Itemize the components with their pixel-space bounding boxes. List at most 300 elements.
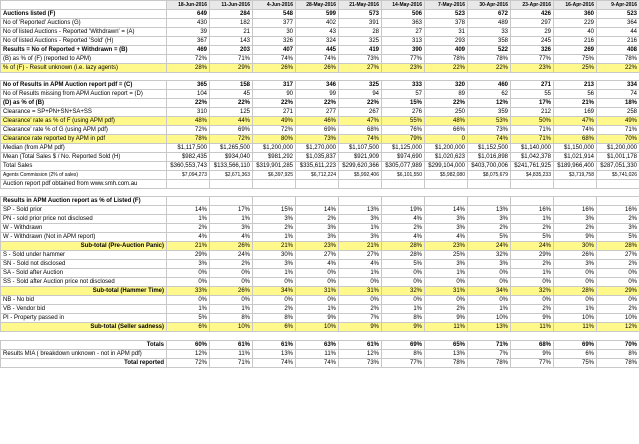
value-cell[interactable]: 1% [339, 269, 382, 278]
value-cell[interactable] [296, 180, 339, 189]
value-cell[interactable]: 16% [511, 206, 554, 215]
value-cell[interactable]: 22% [296, 99, 339, 108]
row-label-cell[interactable]: Median (from APM pdf) [1, 144, 167, 153]
value-cell[interactable]: 44% [210, 117, 253, 126]
value-cell[interactable]: 78% [597, 55, 639, 64]
value-cell[interactable] [511, 332, 554, 340]
value-cell[interactable] [167, 189, 210, 197]
value-cell[interactable]: 23-Apr-2016 [511, 1, 554, 10]
value-cell[interactable]: $974,690 [382, 153, 425, 162]
value-cell[interactable]: 445 [296, 46, 339, 55]
value-cell[interactable]: 77% [511, 358, 554, 367]
value-cell[interactable]: 258 [597, 108, 639, 117]
value-cell[interactable]: 22% [339, 99, 382, 108]
value-cell[interactable]: 0% [296, 269, 339, 278]
row-label-cell[interactable]: No of 'Reported' Auctions (G) [1, 19, 167, 28]
value-cell[interactable]: 2% [167, 224, 210, 233]
value-cell[interactable]: 14% [167, 206, 210, 215]
value-cell[interactable]: 4% [296, 260, 339, 269]
value-cell[interactable]: $7,094,273 [167, 171, 210, 180]
value-cell[interactable]: 23% [382, 64, 425, 73]
value-cell[interactable] [597, 332, 639, 340]
value-cell[interactable]: 8% [253, 314, 296, 323]
row-label-cell[interactable]: Results MIA ( breakdown unknown - not in APM pdf) [1, 349, 167, 358]
value-cell[interactable]: 22% [167, 99, 210, 108]
value-cell[interactable] [253, 73, 296, 81]
value-cell[interactable]: 21% [554, 99, 597, 108]
value-cell[interactable]: 18-Jun-2016 [167, 1, 210, 10]
value-cell[interactable]: 0% [554, 278, 597, 287]
value-cell[interactable]: 71% [210, 55, 253, 64]
value-cell[interactable]: 28% [597, 242, 639, 251]
value-cell[interactable]: 66% [425, 126, 468, 135]
value-cell[interactable]: 3% [253, 215, 296, 224]
value-cell[interactable]: 216 [554, 37, 597, 46]
value-cell[interactable]: 367 [167, 37, 210, 46]
value-cell[interactable]: 24% [210, 251, 253, 260]
value-cell[interactable]: 33% [167, 287, 210, 296]
value-cell[interactable]: 14% [425, 206, 468, 215]
value-cell[interactable] [382, 197, 425, 206]
value-cell[interactable]: 402 [296, 19, 339, 28]
value-cell[interactable]: 33 [468, 28, 511, 37]
value-cell[interactable]: 0% [425, 278, 468, 287]
value-cell[interactable]: $1,140,000 [511, 144, 554, 153]
value-cell[interactable]: 426 [511, 10, 554, 19]
value-cell[interactable]: $1,035,837 [296, 153, 339, 162]
row-label-cell[interactable]: NB - No bid [1, 296, 167, 305]
value-cell[interactable]: 27% [296, 251, 339, 260]
value-cell[interactable] [468, 73, 511, 81]
value-cell[interactable]: 284 [210, 10, 253, 19]
value-cell[interactable]: $5,992,406 [339, 171, 382, 180]
value-cell[interactable]: 7% [468, 349, 511, 358]
value-cell[interactable]: 68% [511, 340, 554, 349]
row-label-cell[interactable]: Results = No of Reported + Withdrawn = (B) [1, 46, 167, 55]
value-cell[interactable]: 69% [554, 340, 597, 349]
value-cell[interactable]: $299,620,366 [339, 162, 382, 171]
value-cell[interactable] [511, 180, 554, 189]
value-cell[interactable]: 1% [253, 269, 296, 278]
value-cell[interactable]: 12% [167, 349, 210, 358]
value-cell[interactable]: $8,075,679 [468, 171, 511, 180]
value-cell[interactable]: 15% [382, 99, 425, 108]
value-cell[interactable] [253, 189, 296, 197]
value-cell[interactable]: 9% [339, 323, 382, 332]
value-cell[interactable]: 313 [382, 37, 425, 46]
value-cell[interactable]: $4,835,233 [511, 171, 554, 180]
value-cell[interactable]: 21 [210, 28, 253, 37]
value-cell[interactable]: 74% [468, 135, 511, 144]
value-cell[interactable]: 409 [425, 46, 468, 55]
value-cell[interactable]: $3,719,758 [554, 171, 597, 180]
row-label-cell[interactable] [1, 332, 167, 340]
value-cell[interactable]: 0% [253, 278, 296, 287]
value-cell[interactable]: 326 [253, 37, 296, 46]
value-cell[interactable] [425, 180, 468, 189]
value-cell[interactable]: 0% [339, 278, 382, 287]
value-cell[interactable]: 31% [339, 287, 382, 296]
row-label-cell[interactable]: W - Withdrawn [1, 224, 167, 233]
value-cell[interactable]: 78% [167, 135, 210, 144]
value-cell[interactable] [296, 197, 339, 206]
value-cell[interactable]: 334 [597, 81, 639, 90]
value-cell[interactable] [382, 73, 425, 81]
value-cell[interactable]: 3% [210, 224, 253, 233]
value-cell[interactable]: 1% [554, 305, 597, 314]
value-cell[interactable]: 22% [425, 99, 468, 108]
value-cell[interactable]: 523 [597, 10, 639, 19]
value-cell[interactable]: $1,265,500 [210, 144, 253, 153]
value-cell[interactable]: 0% [554, 296, 597, 305]
value-cell[interactable]: $981,292 [253, 153, 296, 162]
value-cell[interactable]: 43 [296, 28, 339, 37]
value-cell[interactable] [511, 197, 554, 206]
value-cell[interactable]: 0 [425, 135, 468, 144]
value-cell[interactable]: 26% [296, 64, 339, 73]
value-cell[interactable]: 29% [597, 287, 639, 296]
value-cell[interactable]: 72% [167, 126, 210, 135]
value-cell[interactable]: 89 [425, 90, 468, 99]
value-cell[interactable]: 22% [425, 64, 468, 73]
value-cell[interactable]: 5% [597, 233, 639, 242]
value-cell[interactable]: 69% [382, 340, 425, 349]
value-cell[interactable]: $1,001,178 [597, 153, 639, 162]
value-cell[interactable] [468, 197, 511, 206]
value-cell[interactable]: 77% [382, 55, 425, 64]
row-label-cell[interactable]: No of Results missing from APM Auction report = (D) [1, 90, 167, 99]
value-cell[interactable]: 2% [382, 224, 425, 233]
value-cell[interactable]: 29 [511, 28, 554, 37]
value-cell[interactable]: 3% [597, 224, 639, 233]
value-cell[interactable]: 419 [339, 46, 382, 55]
value-cell[interactable]: 71% [597, 126, 639, 135]
value-cell[interactable]: 2% [468, 224, 511, 233]
value-cell[interactable]: $403,700,006 [468, 162, 511, 171]
value-cell[interactable]: 34% [253, 287, 296, 296]
value-cell[interactable]: $133,566,110 [210, 162, 253, 171]
value-cell[interactable] [339, 73, 382, 81]
value-cell[interactable]: 80% [253, 135, 296, 144]
value-cell[interactable]: 6% [253, 323, 296, 332]
value-cell[interactable]: 30% [253, 251, 296, 260]
value-cell[interactable]: 7-May-2016 [425, 1, 468, 10]
value-cell[interactable]: $1,270,000 [296, 144, 339, 153]
value-cell[interactable]: 1% [382, 305, 425, 314]
value-cell[interactable]: 9-Apr-2016 [597, 1, 639, 10]
value-cell[interactable]: 523 [425, 10, 468, 19]
value-cell[interactable] [382, 180, 425, 189]
value-cell[interactable]: 63% [296, 340, 339, 349]
row-label-cell[interactable]: SP - Sold prior [1, 206, 167, 215]
value-cell[interactable]: 310 [167, 108, 210, 117]
value-cell[interactable]: 40 [554, 28, 597, 37]
value-cell[interactable]: 5% [511, 233, 554, 242]
value-cell[interactable]: 49% [597, 117, 639, 126]
value-cell[interactable]: 13% [339, 206, 382, 215]
value-cell[interactable]: 548 [253, 10, 296, 19]
value-cell[interactable]: 2% [511, 305, 554, 314]
value-cell[interactable]: 5% [167, 314, 210, 323]
value-cell[interactable]: 9% [554, 233, 597, 242]
value-cell[interactable]: 48% [425, 117, 468, 126]
value-cell[interactable]: 3% [339, 215, 382, 224]
value-cell[interactable] [253, 332, 296, 340]
value-cell[interactable]: 267 [339, 108, 382, 117]
row-label-cell[interactable]: Sub-total (Pre-Auction Panic) [1, 242, 167, 251]
value-cell[interactable]: $1,021,914 [554, 153, 597, 162]
value-cell[interactable]: 34% [468, 287, 511, 296]
value-cell[interactable]: 28% [382, 251, 425, 260]
row-label-cell[interactable]: PN - sold prior price not disclosed [1, 215, 167, 224]
value-cell[interactable] [597, 197, 639, 206]
value-cell[interactable]: 23% [511, 64, 554, 73]
value-cell[interactable]: 8% [597, 349, 639, 358]
value-cell[interactable]: 17% [511, 99, 554, 108]
value-cell[interactable]: 78% [468, 358, 511, 367]
value-cell[interactable]: 573 [339, 10, 382, 19]
value-cell[interactable]: $1,200,000 [597, 144, 639, 153]
row-label-cell[interactable]: Auctions listed (F) [1, 10, 167, 19]
value-cell[interactable]: 11-Jun-2016 [210, 1, 253, 10]
value-cell[interactable]: 203 [210, 46, 253, 55]
value-cell[interactable]: 68% [339, 126, 382, 135]
value-cell[interactable]: 0% [597, 296, 639, 305]
value-cell[interactable]: 213 [554, 81, 597, 90]
value-cell[interactable]: $1,200,000 [425, 144, 468, 153]
value-cell[interactable]: 271 [253, 108, 296, 117]
value-cell[interactable]: 0% [167, 278, 210, 287]
value-cell[interactable]: 57 [382, 90, 425, 99]
value-cell[interactable]: 293 [425, 37, 468, 46]
value-cell[interactable]: 2% [554, 224, 597, 233]
value-cell[interactable]: 74 [597, 90, 639, 99]
value-cell[interactable]: $2,671,363 [210, 171, 253, 180]
value-cell[interactable]: 1% [210, 215, 253, 224]
value-cell[interactable]: 9% [382, 323, 425, 332]
row-label-cell[interactable]: Sub-total (Hammer Time) [1, 287, 167, 296]
value-cell[interactable]: 74% [554, 126, 597, 135]
value-cell[interactable]: 0% [167, 269, 210, 278]
value-cell[interactable]: 79% [382, 135, 425, 144]
value-cell[interactable]: 0% [597, 269, 639, 278]
value-cell[interactable]: 143 [210, 37, 253, 46]
value-cell[interactable]: 72% [253, 126, 296, 135]
value-cell[interactable]: 78% [425, 55, 468, 64]
value-cell[interactable]: 73% [468, 126, 511, 135]
value-cell[interactable]: 212 [511, 108, 554, 117]
value-cell[interactable]: 1% [296, 305, 339, 314]
value-cell[interactable]: 2% [597, 260, 639, 269]
value-cell[interactable]: 11% [554, 323, 597, 332]
row-label-cell[interactable] [1, 1, 167, 10]
value-cell[interactable]: 22% [253, 99, 296, 108]
value-cell[interactable] [597, 180, 639, 189]
value-cell[interactable] [167, 332, 210, 340]
value-cell[interactable]: 10% [210, 323, 253, 332]
value-cell[interactable]: 56 [554, 90, 597, 99]
value-cell[interactable] [468, 332, 511, 340]
value-cell[interactable]: 2% [253, 305, 296, 314]
value-cell[interactable] [425, 189, 468, 197]
value-cell[interactable] [167, 180, 210, 189]
value-cell[interactable]: 50% [511, 117, 554, 126]
value-cell[interactable]: 72% [167, 358, 210, 367]
row-label-cell[interactable] [1, 189, 167, 197]
value-cell[interactable]: 26% [253, 64, 296, 73]
value-cell[interactable] [210, 180, 253, 189]
value-cell[interactable]: 2% [253, 224, 296, 233]
value-cell[interactable]: 77% [382, 358, 425, 367]
value-cell[interactable]: 0% [296, 296, 339, 305]
value-cell[interactable]: 61% [339, 340, 382, 349]
value-cell[interactable]: 6% [167, 323, 210, 332]
value-cell[interactable]: 271 [511, 81, 554, 90]
value-cell[interactable]: 71% [511, 126, 554, 135]
value-cell[interactable]: 9% [296, 314, 339, 323]
value-cell[interactable]: 32% [468, 251, 511, 260]
value-cell[interactable]: 60% [167, 340, 210, 349]
row-label-cell[interactable]: Total Sales [1, 162, 167, 171]
value-cell[interactable]: 169 [554, 108, 597, 117]
value-cell[interactable] [511, 73, 554, 81]
value-cell[interactable]: 28-May-2016 [296, 1, 339, 10]
value-cell[interactable] [210, 332, 253, 340]
value-cell[interactable] [296, 189, 339, 197]
value-cell[interactable] [554, 73, 597, 81]
row-label-cell[interactable]: % of (F) - Result unknown (i.e. lazy agents) [1, 64, 167, 73]
value-cell[interactable]: 4-Jun-2016 [253, 1, 296, 10]
value-cell[interactable]: 390 [382, 46, 425, 55]
value-cell[interactable]: 1% [253, 233, 296, 242]
value-cell[interactable]: $319,901,285 [253, 162, 296, 171]
value-cell[interactable]: 32% [382, 287, 425, 296]
value-cell[interactable]: $287,051,330 [597, 162, 639, 171]
value-cell[interactable]: 229 [554, 19, 597, 28]
value-cell[interactable]: 11% [296, 349, 339, 358]
value-cell[interactable]: 269 [554, 46, 597, 55]
value-cell[interactable]: 55% [382, 117, 425, 126]
value-cell[interactable]: 32% [511, 287, 554, 296]
value-cell[interactable]: 28% [167, 64, 210, 73]
row-label-cell[interactable]: Clearance = SP+PN+SN+SA+SS [1, 108, 167, 117]
value-cell[interactable]: 317 [253, 81, 296, 90]
value-cell[interactable] [425, 73, 468, 81]
value-cell[interactable]: 44 [597, 28, 639, 37]
value-cell[interactable]: 2% [425, 305, 468, 314]
value-cell[interactable]: $982,435 [167, 153, 210, 162]
value-cell[interactable] [554, 189, 597, 197]
value-cell[interactable]: 26% [210, 242, 253, 251]
value-cell[interactable]: 391 [339, 19, 382, 28]
value-cell[interactable]: 469 [167, 46, 210, 55]
value-cell[interactable] [339, 332, 382, 340]
value-cell[interactable]: $189,966,400 [554, 162, 597, 171]
value-cell[interactable]: 29% [167, 251, 210, 260]
value-cell[interactable]: 0% [382, 278, 425, 287]
value-cell[interactable] [382, 189, 425, 197]
value-cell[interactable]: 1% [167, 215, 210, 224]
value-cell[interactable]: 325 [339, 81, 382, 90]
value-cell[interactable]: 2% [597, 215, 639, 224]
value-cell[interactable]: 599 [296, 10, 339, 19]
value-cell[interactable]: 55 [511, 90, 554, 99]
row-label-cell[interactable]: Sub-total (Seller sadness) [1, 323, 167, 332]
value-cell[interactable] [210, 189, 253, 197]
value-cell[interactable]: 75% [554, 358, 597, 367]
row-label-cell[interactable]: S - Sold under hammer [1, 251, 167, 260]
value-cell[interactable]: $1,016,898 [468, 153, 511, 162]
value-cell[interactable]: 74% [253, 358, 296, 367]
row-label-cell[interactable]: VB - Vendor bid [1, 305, 167, 314]
value-cell[interactable]: 69% [210, 126, 253, 135]
value-cell[interactable]: 0% [597, 278, 639, 287]
row-label-cell[interactable]: W - Withdrawn (Not in APM report) [1, 233, 167, 242]
value-cell[interactable]: 73% [339, 55, 382, 64]
value-cell[interactable]: 45 [210, 90, 253, 99]
value-cell[interactable]: 23% [296, 242, 339, 251]
value-cell[interactable]: 21-May-2016 [339, 1, 382, 10]
value-cell[interactable]: 94 [339, 90, 382, 99]
value-cell[interactable]: 3% [296, 224, 339, 233]
value-cell[interactable]: 65% [425, 340, 468, 349]
row-label-cell[interactable]: No of listed Auctions - Reported 'Sold' (H) [1, 37, 167, 46]
value-cell[interactable]: 10% [468, 314, 511, 323]
row-label-cell[interactable]: Clearance' rate % of G (using APM pdf) [1, 126, 167, 135]
row-label-cell[interactable]: (D) as % of (B) [1, 99, 167, 108]
value-cell[interactable]: $1,042,378 [511, 153, 554, 162]
value-cell[interactable]: 0% [296, 278, 339, 287]
value-cell[interactable]: 48% [167, 117, 210, 126]
value-cell[interactable] [597, 73, 639, 81]
value-cell[interactable]: 359 [468, 108, 511, 117]
value-cell[interactable]: 250 [425, 108, 468, 117]
value-cell[interactable] [253, 197, 296, 206]
value-cell[interactable]: 125 [210, 108, 253, 117]
value-cell[interactable]: 73% [296, 135, 339, 144]
value-cell[interactable]: 3% [554, 260, 597, 269]
value-cell[interactable]: 27% [339, 64, 382, 73]
value-cell[interactable]: $299,104,000 [425, 162, 468, 171]
row-label-cell[interactable]: Results in APM Auction report as % of Listed (F) [1, 197, 167, 206]
value-cell[interactable]: 21% [339, 242, 382, 251]
row-label-cell[interactable]: No of listed Auctions - Reported 'Withdrawn' = (A) [1, 28, 167, 37]
value-cell[interactable]: 12% [468, 99, 511, 108]
value-cell[interactable]: 61% [210, 340, 253, 349]
value-cell[interactable]: 71% [468, 340, 511, 349]
value-cell[interactable]: 19% [382, 206, 425, 215]
value-cell[interactable]: 74% [339, 135, 382, 144]
value-cell[interactable]: 10% [597, 314, 639, 323]
value-cell[interactable]: 2% [296, 215, 339, 224]
value-cell[interactable]: 4% [167, 233, 210, 242]
value-cell[interactable]: 358 [468, 37, 511, 46]
value-cell[interactable]: 297 [511, 19, 554, 28]
value-cell[interactable]: 460 [468, 81, 511, 90]
value-cell[interactable]: 78% [468, 55, 511, 64]
value-cell[interactable]: 3% [468, 215, 511, 224]
value-cell[interactable]: 13% [425, 349, 468, 358]
value-cell[interactable]: 26% [210, 287, 253, 296]
value-cell[interactable]: 3% [425, 215, 468, 224]
value-cell[interactable]: 672 [468, 10, 511, 19]
value-cell[interactable]: $241,761,925 [511, 162, 554, 171]
row-label-cell[interactable]: Agents Commission (2% of sales) [1, 171, 167, 180]
value-cell[interactable]: 364 [597, 19, 639, 28]
value-cell[interactable]: 46% [296, 117, 339, 126]
value-cell[interactable] [554, 180, 597, 189]
value-cell[interactable] [511, 189, 554, 197]
